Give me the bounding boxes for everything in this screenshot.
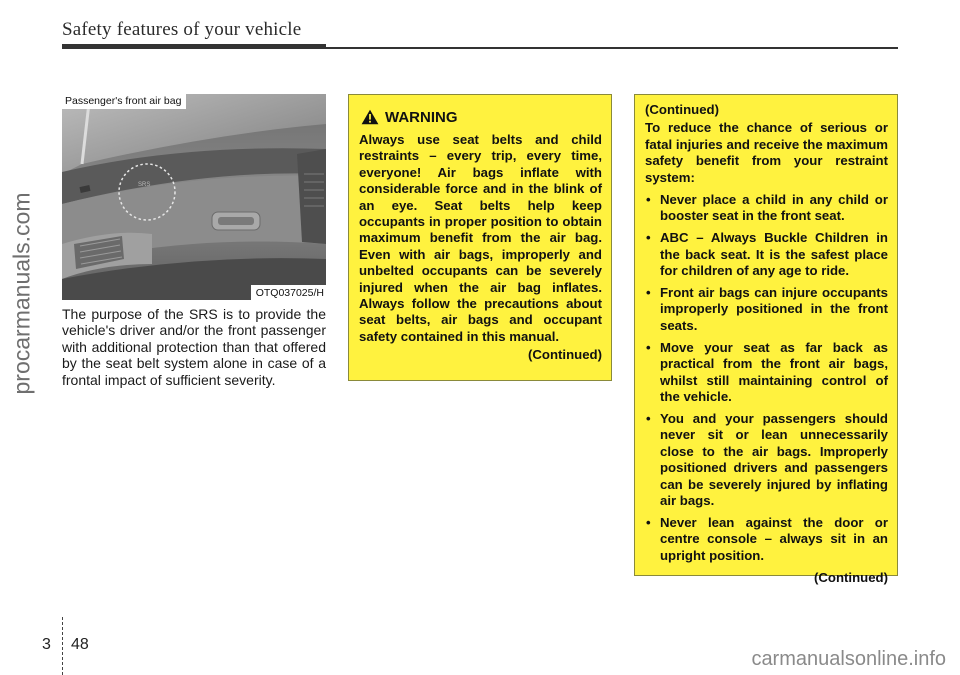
bullet-text: Move your seat as far back as practical from the front air bags, whilst still maintaining control of the vehicle.: [660, 339, 888, 404]
continued-intro: To reduce the chance of serious or fatal injuries and receive the maximum safety benefit from your restraint system:: [645, 120, 888, 185]
list-item: [645, 285, 888, 334]
bullet-text: Front air bags can injure occupants improperly positioned in the front seats.: [660, 285, 888, 333]
warning-heading: [361, 105, 602, 129]
srs-purpose-text: The purpose of the SRS is to provide the vehicle's driver and/or the front passenger with additional protection than that offered by the seat belt system alone in case of a frontal impact of sufficient severity.: [62, 306, 326, 388]
footer-divider: [62, 617, 63, 675]
dashboard-illustration: [62, 94, 326, 300]
warning-text: Always use seat belts and child restraints – every trip, every time, everyone! Air bags inflate with considerable force and in the blink of an eye. Seat belts help keep occupants in proper position to obtain maximum benefit from the air bag. Even with air bags, improperly and unbelted occupants can be severely injured when the air bag inflates. Always follow the precautions about seat belts, air bags and occupant safety contained in this manual.: [359, 132, 602, 344]
page-header-title: Safety features of your vehicle: [62, 19, 302, 40]
safety-bullet-list: [645, 192, 888, 564]
bullet-text: Never lean against the door or centre console – always sit in an upright position.: [660, 514, 888, 563]
list-item: [645, 192, 888, 225]
continued-box-continued: (Continued): [814, 569, 888, 585]
bullet-icon: •: [646, 514, 651, 530]
list-item: [645, 230, 888, 279]
bullet-icon: •: [646, 285, 651, 301]
continued-heading: (Continued): [645, 102, 719, 117]
warning-triangle-icon: [361, 109, 379, 125]
chapter-number: 3: [42, 636, 51, 653]
warning-continued: (Continued): [528, 347, 602, 363]
bullet-icon: •: [646, 339, 651, 355]
header-rule-thick: [62, 44, 326, 49]
bullet-icon: •: [646, 192, 651, 208]
page-number: 48: [71, 636, 89, 653]
bullet-icon: •: [646, 230, 651, 246]
list-item: [645, 411, 888, 509]
figure-code: OTQ037025/H: [251, 285, 326, 300]
header-rule-thin: [326, 47, 898, 49]
airbag-figure: [62, 94, 326, 300]
continued-box: [634, 94, 898, 585]
warning-box: [348, 94, 612, 381]
bullet-icon: •: [646, 410, 651, 426]
list-item: [645, 515, 888, 564]
svg-text:SRS: SRS: [138, 182, 151, 188]
bullet-text: ABC – Always Buckle Children in the back seat. It is the safest place for children of any age to ride.: [660, 230, 888, 279]
bullet-text: Never place a child in any child or booster seat in the front seat.: [660, 192, 888, 224]
side-watermark: procarmanuals.com: [8, 192, 35, 395]
figure-caption: Passenger's front air bag: [62, 94, 186, 109]
list-item: [645, 340, 888, 406]
warning-title: WARNING: [385, 108, 458, 126]
bottom-watermark: carmanualsonline.info: [751, 648, 946, 670]
bullet-text: You and your passengers should never sit or lean unnecessarily close to the air bags. Improperly positioned drivers and passengers can be severely injured by inflating air bags.: [660, 410, 888, 508]
